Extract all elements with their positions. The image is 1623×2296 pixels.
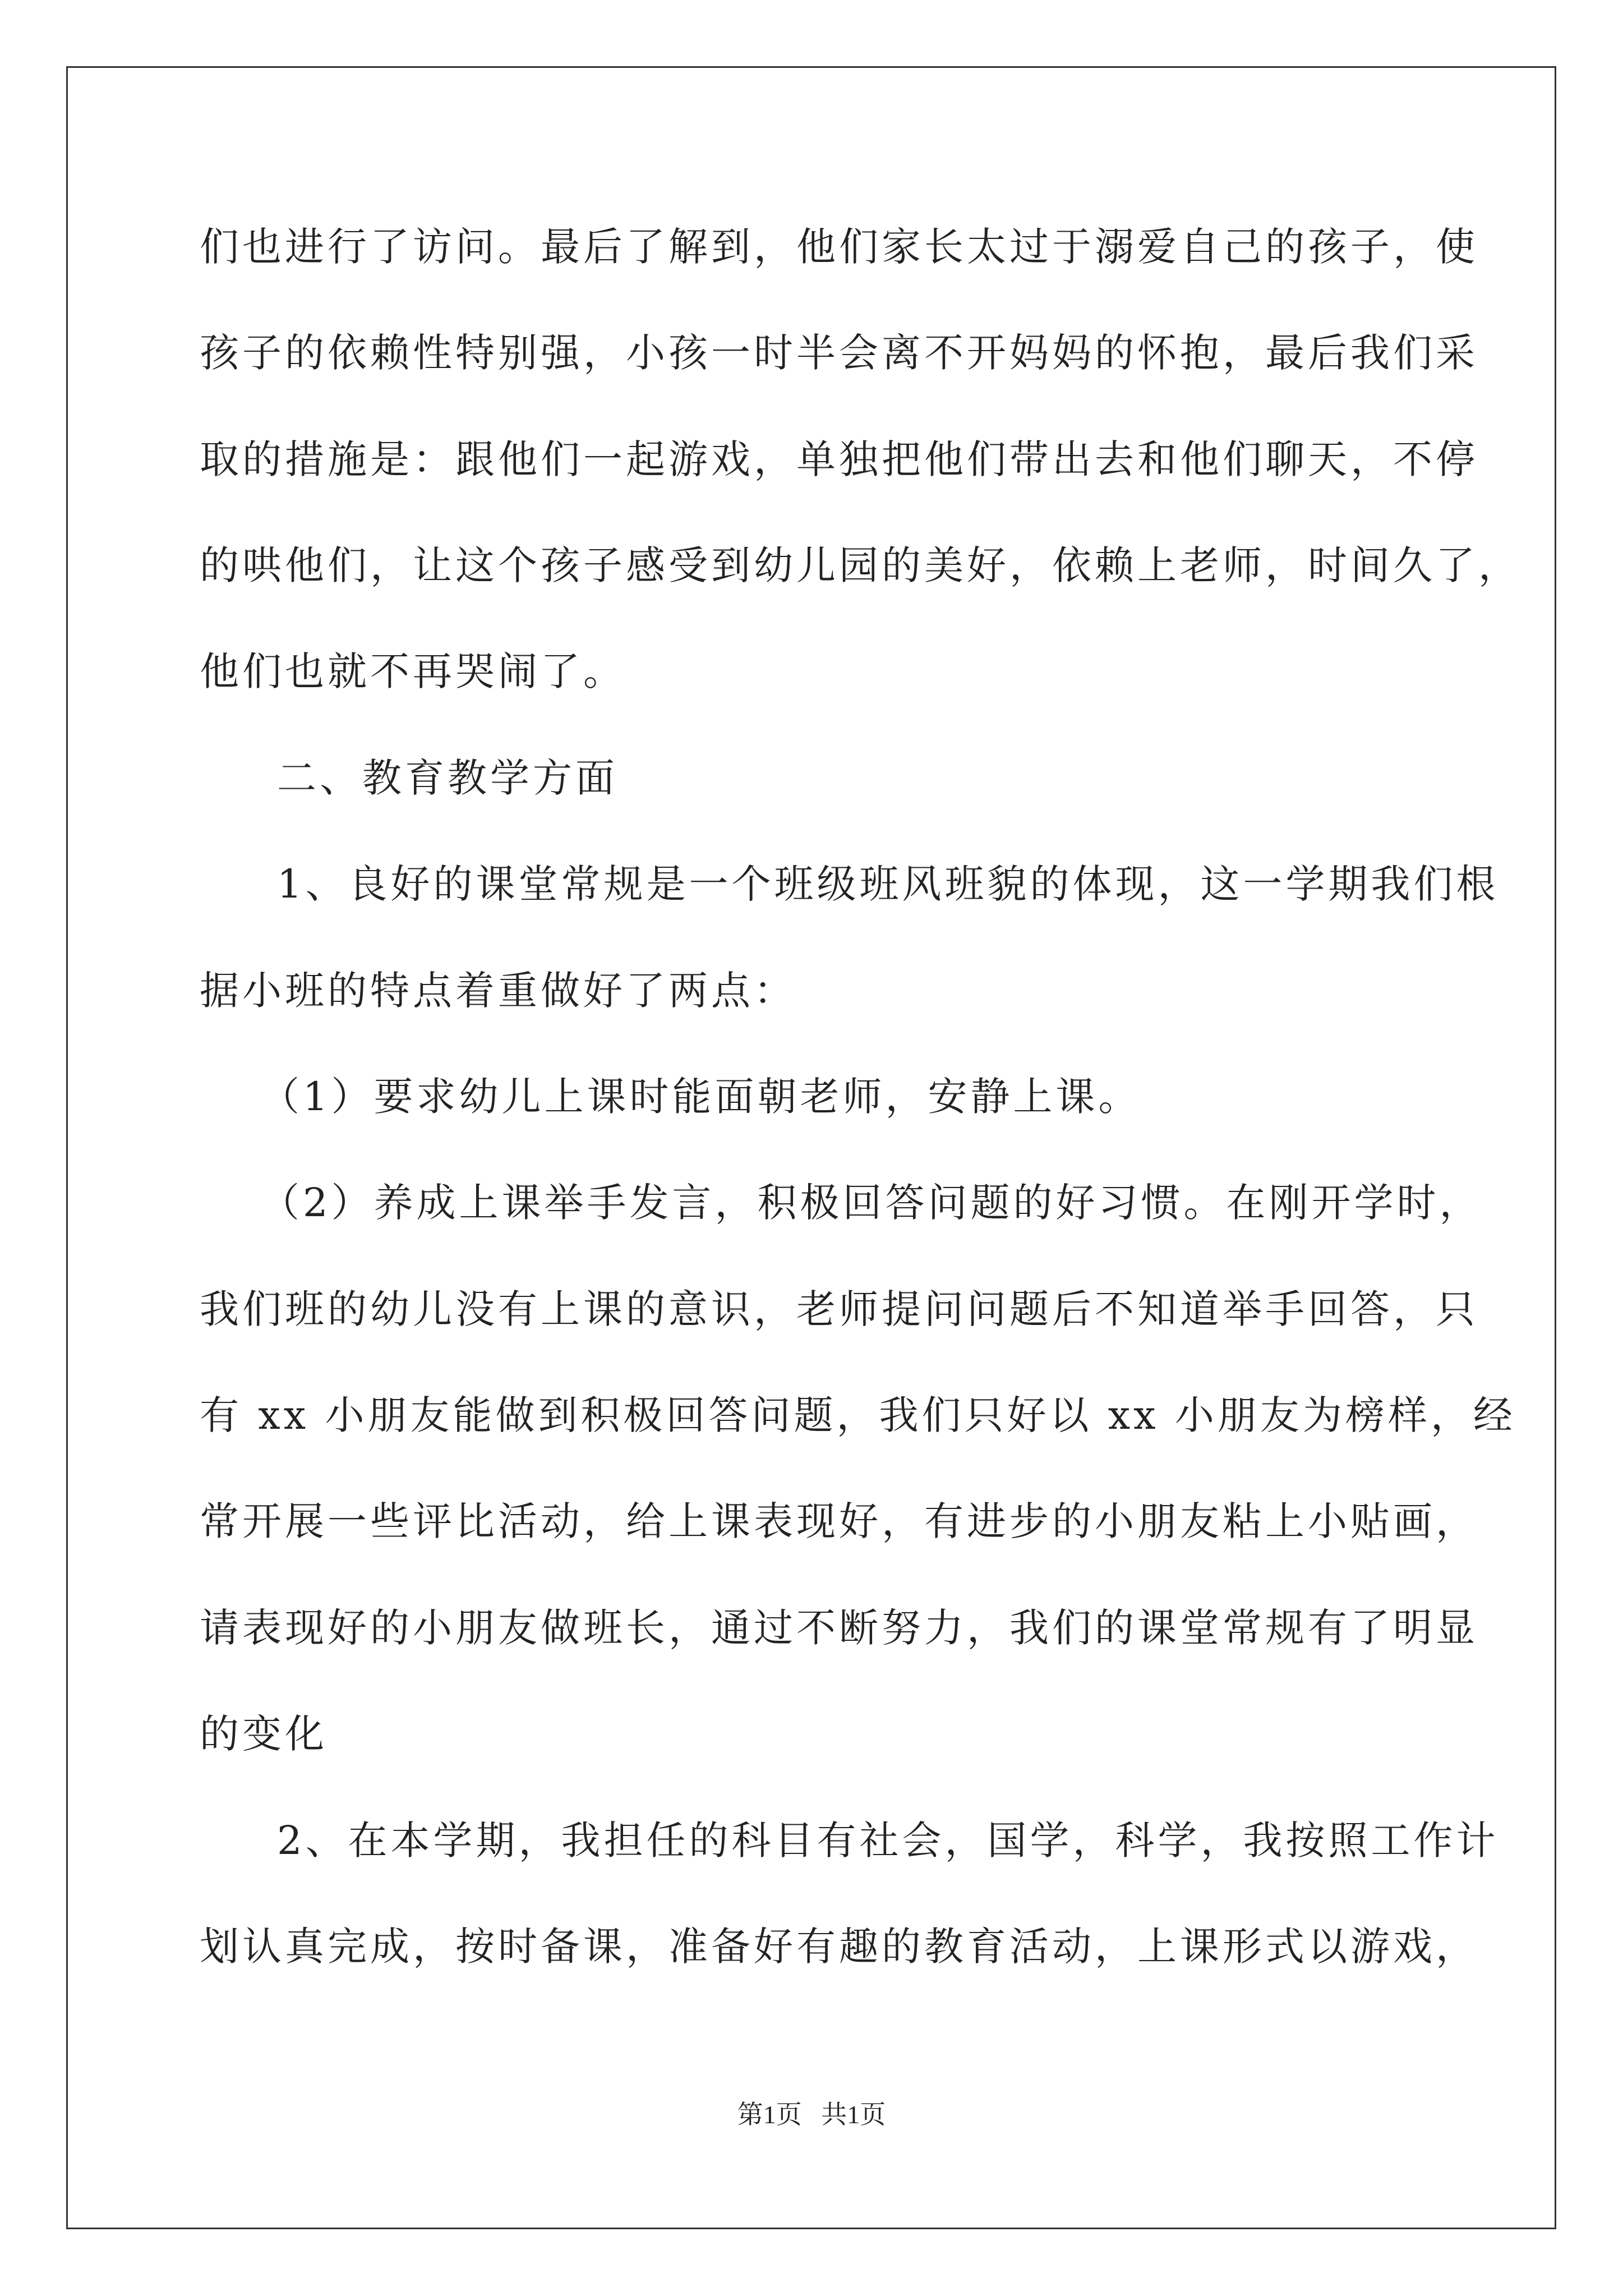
paragraph-line: 我们班的幼儿没有上课的意识，老师提问问题后不知道举手回答，只	[200, 1286, 1478, 1332]
list-item: （1）要求幼儿上课时能面朝老师，安静上课。	[260, 1074, 1141, 1120]
paragraph-line: 常开展一些评比活动，给上课表现好，有进步的小朋友粘上小贴画，	[200, 1498, 1478, 1544]
paragraph-line: 2、在本学期，我担任的科目有社会，国学，科学，我按照工作计	[277, 1818, 1499, 1864]
paragraph-line: 的哄他们，让这个孩子感受到幼儿园的美好，依赖上老师，时间久了，	[200, 542, 1521, 588]
paragraph-line: 的变化	[200, 1711, 328, 1757]
paragraph-line: 他们也就不再哭闹了。	[200, 648, 626, 694]
paragraph-line: 孩子的依赖性特别强，小孩一时半会离不开妈妈的怀抱，最后我们采	[200, 330, 1478, 376]
list-item: （2）养成上课举手发言，积极回答问题的好习惯。在刚开学时，	[260, 1180, 1482, 1226]
page-border	[66, 66, 1556, 2229]
paragraph-line: 据小班的特点着重做好了两点：	[200, 968, 796, 1014]
paragraph-line: 取的措施是：跟他们一起游戏，单独把他们带出去和他们聊天，不停	[200, 436, 1478, 482]
paragraph-line: 划认真完成，按时备课，准备好有趣的教育活动，上课形式以游戏，	[200, 1924, 1478, 1970]
paragraph-line: 们也进行了访问。最后了解到，他们家长太过于溺爱自己的孩子，使	[200, 224, 1478, 270]
paragraph-line: 请表现好的小朋友做班长，通过不断努力，我们的课堂常规有了明显	[200, 1605, 1478, 1651]
page-number-footer: 第1页 共1页	[737, 2100, 886, 2129]
section-heading: 二、教育教学方面	[277, 755, 618, 801]
paragraph-line: 1、良好的课堂常规是一个班级班风班貌的体现，这一学期我们根	[277, 861, 1499, 907]
paragraph-line: 有 xx 小朋友能做到积极回答问题，我们只好以 xx 小朋友为榜样，经	[200, 1392, 1516, 1438]
